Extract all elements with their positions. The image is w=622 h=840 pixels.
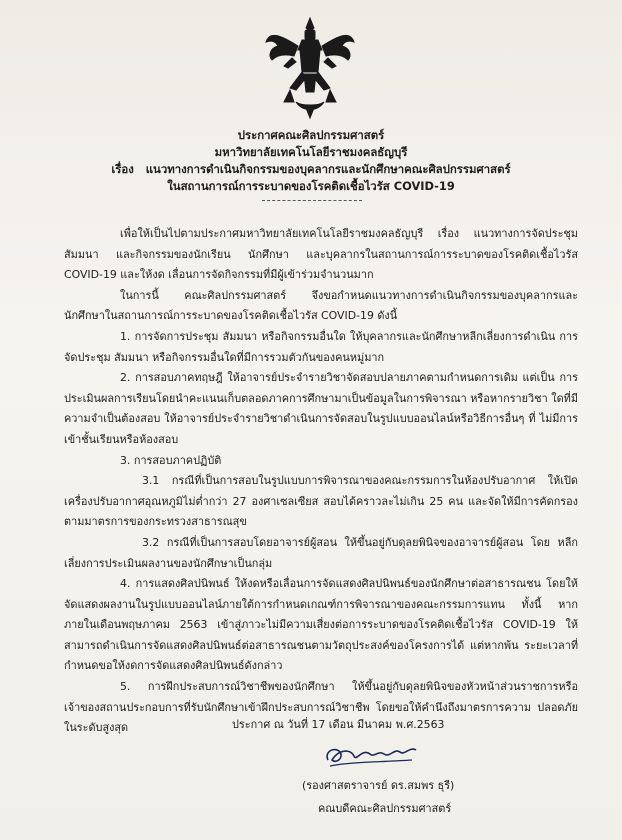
header-line-1: ประกาศคณะศิลปกรรมศาสตร์ <box>237 128 385 142</box>
subject-label: เรื่อง <box>111 162 134 176</box>
document-body <box>64 224 578 739</box>
garuda-emblem <box>262 16 358 120</box>
announcement-date: ประกาศ ณ วันที่ 17 เดือน มีนาคม พ.ศ.2563 <box>232 718 445 731</box>
subject-line-2: ในสถานการณ์การระบาดของโรคติดเชื้อไวรัส COVID-19 <box>167 179 455 193</box>
item-3: 3. การสอบภาคปฏิบัติ <box>120 453 222 467</box>
item-1: 1. การจัดการประชุม สัมมนา หรือกิจกรรมอื่นใด ให้บุคลากรและนักศึกษาหลีกเลี่ยงการดำเนิน การจัดประชุม สัมมนา หรือกิจกรรมอื่นใดที่มีการรวมตัวกันของคนหมู่มาก <box>64 329 578 364</box>
item-5: 5. การฝึกประสบการณ์วิชาชีพของนักศึกษา ให้ขึ้นอยู่กับดุลยพินิจของหัวหน้าส่วนราชการหรือ เจ้าของสถานประกอบการที่รับนักศึกษาเข้าฝึกประสบการณ์วิชาชีพ โดยขอให้คำนึงถึงมาตรการความ ปลอดภัยในระดับสูงสุด <box>64 680 578 735</box>
item-4: 4. การแสดงศิลปนิพนธ์ ให้งดหรือเลื่อนการจัดแสดงศิลปนิพนธ์ของนักศึกษาต่อสาธารณชน โดยให้จัดแสดงผลงานในรูปแบบออนไลน์ภายใต้การกำหนดเกณฑ์การพิจารณาของคณะกรรมการแทน ทั้งนี้ หากภายในเดือนพฤษภาคม 2563 เข้าสู่ภาวะไม่มีความเสี่ยงต่อการระบาดของโรคติดเชื้อไวรัส COVID-19 ให้สามารถดำเนินการจัดแสดงศิลปนิพนธ์ต่อสาธารณชนตามวัตถุประสงค์ของโครงการได้ แต่หากพ้น ระยะเวลาที่กำหนดขอให้งดการจัดแสดงศิลปนิพนธ์ดังกล่าว <box>64 577 578 673</box>
subject-line <box>0 161 622 178</box>
signature <box>320 738 424 772</box>
subject-text: แนวทางการดำเนินกิจกรรมของบุคลากรและนักศึกษาคณะศิลปกรรมศาสตร์ <box>145 162 511 176</box>
paragraph-intro-2: ในการนี้ คณะศิลปกรรมศาสตร์ จึงขอกำหนดแนวทางการดำเนินกิจกรรมของบุคลากรและ นักศึกษาในสถานการณ์การระบาดของโรคติดเชื้อไวรัส COVID-19 ดังนี้ <box>64 288 578 323</box>
paragraph-intro: เพื่อให้เป็นไปตามประกาศมหาวิทยาลัยเทคโนโลยีราชมงคลธัญบุรี เรื่อง แนวทางการจัดประชุม สัมมนา และกิจกรรมของนักเรียน นักศึกษา และบุคลากรในสถานการณ์การระบาดของโรคติดเชื้อไวรัส COVID-19 และให้งด เลื่อนการจัดกิจกรรมที่มีผู้เข้าร่วมจำนวนมาก <box>64 227 578 282</box>
header-line-2: มหาวิทยาลัยเทคโนโลยีราชมงคลธัญบุรี <box>214 145 408 159</box>
item-2: 2. การสอบภาคทฤษฎี ให้อาจารย์ประจำรายวิชาจัดสอบปลายภาคตามกำหนดการเดิม แต่เป็น การประเมินผลการเรียนโดยนำคะแนนเก็บตลอดภาคการศึกษามาเป็นข้อมูลในการพิจารณา หรือหากรายวิชา ใดที่มีความจำเป็นต้องสอบ ให้อาจารย์ประจำรายวิชาดำเนินการจัดสอบในรูปแบบออนไลน์หรือวิธีการอื่นๆ ที่ ไม่มีการเข้าชั้นเรียนหรือห้องสอบ <box>64 371 578 446</box>
divider <box>262 200 362 201</box>
item-3-2: 3.2 กรณีที่เป็นการสอบโดยอาจารย์ผู้สอน ให้ขึ้นอยู่กับดุลยพินิจของอาจารย์ผู้สอน โดย หลีกเลี่ยงการประเมินผลงานของนักศึกษาเป็นกลุ่ม <box>64 535 578 570</box>
signer-name: (รองศาสตราจารย์ ดร.สมพร ธุรี) <box>302 779 455 792</box>
signer-title: คณบดีคณะศิลปกรรมศาสตร์ <box>318 802 452 815</box>
item-3-1: 3.1 กรณีที่เป็นการสอบในรูปแบบการพิจารณาของคณะกรรมการในห้องปรับอากาศ ให้เปิด เครื่องปรับอากาศอุณหภูมิไม่ต่ำกว่า 27 องศาเซลเซียส สอบได้คราวละไม่เกิน 25 คน และจัดให้มีการคัดกรอง ตามมาตรการของกระทรวงสาธารณสุข <box>64 474 578 529</box>
